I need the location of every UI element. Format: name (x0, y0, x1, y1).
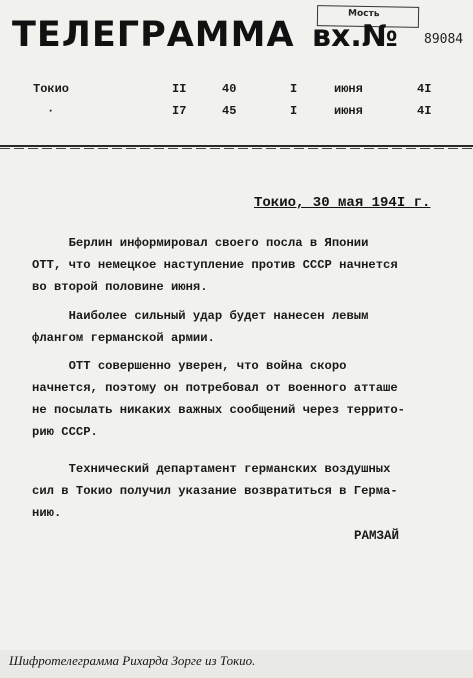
routing-hour: I7 (172, 104, 187, 118)
routing-row-2 (0, 104, 473, 120)
incoming-number-label: вх.№ (312, 19, 398, 54)
figure-caption: Шифротелеграмма Рихарда Зорге из Токио. (9, 653, 256, 668)
message-paragraph-3: ОТТ совершенно уверен, что война скоро начнется, поэтому он потребовал от военного атташе не посылать никаких важных сообщений через террито- рию СССР. (32, 359, 405, 439)
signature: РАМЗАЙ (354, 529, 400, 543)
incoming-number-value: 89084 (424, 32, 464, 47)
routing-minute: 45 (222, 104, 237, 118)
routing-place: Токио (33, 82, 70, 96)
routing-day: I (290, 104, 298, 118)
routing-year: 4I (417, 104, 432, 118)
routing-month: июня (334, 82, 363, 96)
message-paragraph-2: Наиболее сильный удар будет нанесен левым флангом германской армии. (32, 309, 369, 345)
routing-place: · (47, 104, 55, 118)
routing-day: I (290, 82, 298, 96)
message-date-line: Токио, 30 мая 194I г. (254, 195, 431, 211)
message-paragraph-4: Технический департамент германских воздушных сил в Токио получил указание возвратиться в Герма- нию. (32, 462, 398, 520)
routing-minute: 40 (222, 82, 237, 96)
message-paragraph-1: Берлин информировал своего посла в Японии ОТТ, что немецкое наступление против СССР начнется во второй половине июня. (32, 236, 398, 294)
header-divider-dashed (0, 148, 473, 149)
routing-hour: II (172, 82, 187, 96)
routing-month: июня (334, 104, 363, 118)
routing-row-1 (0, 82, 473, 98)
stamp-text: Мость (347, 8, 380, 20)
header-divider (0, 145, 473, 147)
routing-year: 4I (417, 82, 432, 96)
telegram-title: ТЕЛЕГРАММА (12, 15, 295, 55)
